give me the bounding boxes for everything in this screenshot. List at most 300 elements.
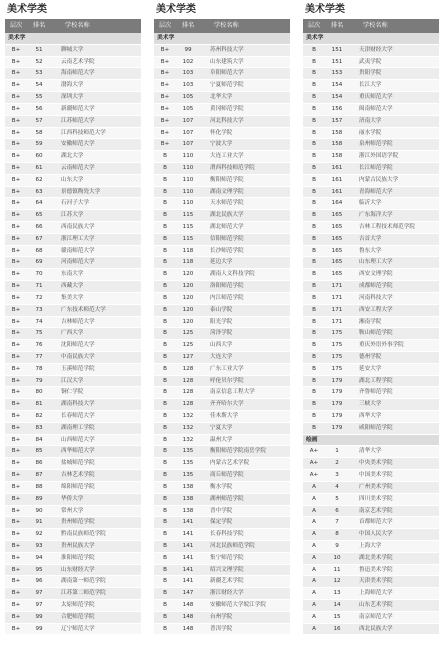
row-rank: 79 bbox=[35, 377, 43, 384]
row-level: B bbox=[312, 365, 316, 372]
row-school-name: 鞍山师范学院 bbox=[359, 330, 393, 337]
table-row bbox=[154, 529, 290, 541]
row-rank: 138 bbox=[182, 507, 194, 514]
row-school-name: 泰山学院 bbox=[210, 306, 233, 313]
table-row bbox=[5, 541, 141, 553]
row-school-name: 天津美术学院 bbox=[359, 578, 393, 585]
table-row bbox=[303, 163, 439, 175]
row-school-name: 江苏师范大学 bbox=[61, 117, 95, 124]
row-level: B+ bbox=[11, 602, 21, 608]
row-rank: 81 bbox=[35, 401, 43, 408]
row-school-name: 东南大学 bbox=[61, 271, 84, 278]
row-level: B+ bbox=[11, 224, 21, 230]
table-row bbox=[5, 494, 141, 506]
row-level: B bbox=[163, 495, 167, 502]
row-rank: 4 bbox=[335, 483, 339, 490]
row-level: B+ bbox=[11, 164, 21, 171]
table-row bbox=[5, 139, 141, 151]
row-rank: 76 bbox=[35, 342, 43, 349]
row-level: B bbox=[163, 330, 167, 337]
row-rank: 1 bbox=[335, 448, 339, 455]
table-row bbox=[154, 328, 290, 340]
table-row bbox=[5, 317, 141, 329]
row-level: B bbox=[312, 46, 316, 53]
row-rank: 102 bbox=[182, 58, 194, 65]
table-row bbox=[303, 565, 439, 577]
row-rank: 73 bbox=[35, 306, 43, 313]
row-level: B+ bbox=[11, 141, 21, 148]
table-row bbox=[154, 163, 290, 175]
row-school-name: 广州美术学院 bbox=[359, 483, 393, 490]
row-school-name: 华侨大学 bbox=[61, 495, 84, 502]
row-school-name: 沈阳师范大学 bbox=[61, 342, 95, 349]
row-school-name: 云南艺术学院 bbox=[61, 58, 95, 65]
row-level: B bbox=[312, 259, 316, 266]
header-school-name: 学校名称 bbox=[363, 22, 388, 29]
row-school-name: 淮阳师范学院 bbox=[61, 554, 95, 561]
row-level: B+ bbox=[160, 94, 170, 101]
row-level: B bbox=[312, 318, 316, 325]
row-school-name: 湖南文理学院 bbox=[210, 188, 244, 195]
table-row bbox=[154, 364, 290, 376]
row-school-name: 中国美术学院 bbox=[359, 472, 393, 479]
row-school-name: 重庆师范大学 bbox=[359, 94, 393, 101]
row-school-name: 洛阳师范学院 bbox=[210, 283, 244, 290]
table-row bbox=[303, 175, 439, 187]
row-level: B bbox=[312, 94, 316, 101]
row-school-name: 玉溪师范学院 bbox=[61, 365, 95, 372]
table-row bbox=[154, 565, 290, 577]
table-row bbox=[5, 517, 141, 529]
row-rank: 8 bbox=[335, 531, 339, 538]
row-school-name: 宁夏大学 bbox=[210, 424, 233, 431]
row-rank: 107 bbox=[182, 141, 194, 148]
row-level: B bbox=[163, 271, 167, 278]
row-rank: 71 bbox=[35, 283, 43, 290]
row-rank: 165 bbox=[331, 247, 343, 254]
row-school-name: 湘南学院 bbox=[359, 318, 382, 325]
table-row bbox=[303, 187, 439, 199]
table-row bbox=[303, 588, 439, 600]
row-level: A bbox=[312, 483, 316, 490]
row-school-name: 赣南师范大学 bbox=[61, 247, 95, 254]
row-school-name: 大连大学 bbox=[210, 353, 233, 360]
row-level: B+ bbox=[11, 82, 21, 89]
row-school-name: 吉首大学 bbox=[359, 235, 382, 242]
row-rank: 75 bbox=[35, 330, 43, 337]
row-rank: 127 bbox=[182, 353, 194, 360]
row-rank: 60 bbox=[35, 153, 43, 160]
table-row bbox=[154, 246, 290, 258]
table-row bbox=[154, 506, 290, 518]
table-row bbox=[154, 553, 290, 565]
row-level: B bbox=[163, 200, 167, 207]
row-rank: 132 bbox=[182, 424, 194, 431]
row-level: B bbox=[312, 82, 316, 89]
row-school-name: 湖北工程学院 bbox=[359, 377, 393, 384]
table-row bbox=[5, 328, 141, 340]
table-row bbox=[303, 281, 439, 293]
row-school-name: 咸阳师范学院 bbox=[359, 424, 393, 431]
row-level: B bbox=[163, 318, 167, 325]
row-level: B bbox=[163, 235, 167, 242]
table-row bbox=[5, 234, 141, 246]
row-school-name: 长春科技学院 bbox=[210, 531, 244, 538]
table-row bbox=[154, 305, 290, 317]
row-rank: 99 bbox=[184, 46, 192, 53]
row-level: B bbox=[312, 377, 316, 384]
row-level: B bbox=[312, 247, 316, 254]
row-school-name: 南京信息工程大学 bbox=[210, 389, 255, 396]
table-row bbox=[5, 458, 141, 470]
row-school-name: 南京师范大学 bbox=[359, 613, 393, 620]
row-rank: 128 bbox=[182, 365, 194, 372]
row-level: B bbox=[163, 259, 167, 266]
row-level: B bbox=[163, 448, 167, 455]
row-rank: 158 bbox=[331, 141, 343, 148]
table-row bbox=[5, 411, 141, 423]
row-rank: 148 bbox=[182, 613, 194, 620]
table-row bbox=[5, 376, 141, 388]
row-rank: 141 bbox=[182, 531, 194, 538]
row-rank: 120 bbox=[182, 283, 194, 290]
row-rank: 94 bbox=[35, 554, 43, 561]
row-level: B+ bbox=[11, 413, 21, 419]
row-school-name: 山东大学 bbox=[61, 176, 84, 183]
row-level: B bbox=[312, 70, 316, 77]
row-level: B+ bbox=[11, 46, 21, 53]
row-rank: 153 bbox=[331, 70, 343, 77]
table-row bbox=[303, 234, 439, 246]
row-rank: 96 bbox=[35, 578, 43, 585]
row-school-name: 新疆艺术学院 bbox=[210, 578, 244, 585]
row-level: B bbox=[163, 153, 167, 160]
table-row bbox=[154, 494, 290, 506]
row-rank: 164 bbox=[331, 200, 343, 207]
row-rank: 161 bbox=[331, 164, 343, 171]
row-rank: 115 bbox=[182, 224, 194, 230]
row-rank: 161 bbox=[331, 176, 343, 183]
row-school-name: 清华大学 bbox=[359, 448, 382, 455]
table-row bbox=[303, 446, 439, 458]
row-level: B bbox=[312, 283, 316, 290]
table-row bbox=[154, 293, 290, 305]
table-row bbox=[154, 269, 290, 281]
ranking-column-2 bbox=[154, 0, 290, 635]
row-rank: 135 bbox=[182, 448, 194, 455]
table-row bbox=[5, 423, 141, 435]
table-row bbox=[303, 576, 439, 588]
row-level: B+ bbox=[11, 495, 21, 502]
table-row bbox=[154, 446, 290, 458]
row-rank: 147 bbox=[182, 590, 194, 597]
row-school-name: 吉林师范大学 bbox=[61, 318, 95, 325]
table-row bbox=[154, 175, 290, 187]
row-rank: 110 bbox=[182, 200, 194, 207]
row-level: B bbox=[312, 164, 316, 171]
table-row bbox=[154, 624, 290, 636]
row-level: A bbox=[312, 495, 316, 502]
row-rank: 5 bbox=[335, 495, 339, 502]
row-rank: 158 bbox=[331, 129, 343, 136]
row-level: A bbox=[312, 507, 316, 514]
table-row bbox=[303, 624, 439, 636]
row-rank: 85 bbox=[35, 448, 43, 455]
row-level: B+ bbox=[11, 566, 21, 573]
row-school-name: 西华师范大学 bbox=[61, 448, 95, 455]
row-rank: 11 bbox=[333, 566, 341, 573]
row-rank: 154 bbox=[331, 94, 343, 101]
row-level: B bbox=[163, 247, 167, 254]
table-row bbox=[303, 45, 439, 57]
row-rank: 179 bbox=[331, 413, 343, 419]
row-school-name: 黔南民族师范学院 bbox=[61, 531, 106, 538]
row-school-name: 成都师范学院 bbox=[359, 283, 393, 290]
row-level: B bbox=[163, 212, 167, 219]
row-level: B bbox=[163, 377, 167, 384]
row-rank: 151 bbox=[331, 46, 343, 53]
table-row bbox=[303, 128, 439, 140]
row-school-name: 江西科技师范大学 bbox=[61, 129, 106, 136]
row-rank: 72 bbox=[35, 294, 43, 301]
table-row bbox=[303, 328, 439, 340]
row-rank: 154 bbox=[331, 82, 343, 89]
table-row bbox=[5, 553, 141, 565]
row-school-name: 渤海大学 bbox=[61, 82, 84, 89]
table-row bbox=[154, 104, 290, 116]
table-row bbox=[5, 187, 141, 199]
row-school-name: 佳木斯大学 bbox=[210, 413, 238, 419]
row-level: B+ bbox=[11, 554, 21, 561]
table-row bbox=[5, 399, 141, 411]
row-school-name: 内蒙古民族大学 bbox=[359, 176, 399, 183]
row-school-name: 合肥师范学院 bbox=[61, 613, 95, 620]
row-school-name: 内江师范学院 bbox=[210, 294, 244, 301]
table-row bbox=[303, 222, 439, 234]
row-school-name: 中南民族大学 bbox=[61, 353, 95, 360]
row-school-name: 天水师范学院 bbox=[210, 200, 244, 207]
row-level: B bbox=[163, 342, 167, 349]
row-school-name: 深圳大学 bbox=[61, 94, 84, 101]
row-rank: 141 bbox=[182, 519, 194, 526]
row-level: B bbox=[163, 613, 167, 620]
table-row bbox=[154, 139, 290, 151]
row-rank: 161 bbox=[331, 188, 343, 195]
row-rank: 92 bbox=[35, 531, 43, 538]
row-level: B+ bbox=[11, 578, 21, 585]
row-level: B+ bbox=[160, 105, 170, 112]
row-rank: 2 bbox=[335, 460, 339, 467]
row-level: B+ bbox=[11, 294, 21, 301]
table-row bbox=[154, 281, 290, 293]
row-rank: 128 bbox=[182, 401, 194, 408]
row-level: B bbox=[163, 389, 167, 396]
table-row bbox=[5, 576, 141, 588]
row-level: B+ bbox=[11, 247, 21, 254]
row-rank: 110 bbox=[182, 153, 194, 160]
row-school-name: 阜阳师范大学 bbox=[210, 70, 244, 77]
table-row bbox=[303, 340, 439, 352]
row-school-name: 普洱学院 bbox=[210, 625, 233, 632]
row-level: A bbox=[312, 578, 316, 585]
row-school-name: 集美大学 bbox=[61, 294, 84, 301]
row-level: B+ bbox=[11, 188, 21, 195]
table-row bbox=[303, 198, 439, 210]
row-rank: 148 bbox=[182, 625, 194, 632]
table-row bbox=[303, 529, 439, 541]
row-rank: 179 bbox=[331, 424, 343, 431]
row-level: B+ bbox=[11, 94, 21, 101]
table-row bbox=[5, 435, 141, 447]
row-school-name: 广西大学 bbox=[61, 330, 84, 337]
row-level: B bbox=[312, 330, 316, 337]
row-school-name: 长江师范学院 bbox=[359, 164, 393, 171]
row-rank: 16 bbox=[333, 625, 341, 632]
row-rank: 54 bbox=[35, 82, 43, 89]
row-level: B+ bbox=[11, 58, 21, 65]
row-rank: 132 bbox=[182, 436, 194, 443]
table-row bbox=[303, 116, 439, 128]
row-rank: 151 bbox=[331, 58, 343, 65]
row-school-name: 渭西科技师范学院 bbox=[210, 164, 255, 171]
table-row bbox=[5, 80, 141, 92]
row-rank: 179 bbox=[331, 389, 343, 396]
row-level: A bbox=[312, 531, 316, 538]
row-level: B+ bbox=[160, 70, 170, 77]
ranking-column-1 bbox=[5, 0, 141, 635]
table-row bbox=[303, 68, 439, 80]
row-rank: 171 bbox=[331, 283, 343, 290]
row-level: B bbox=[163, 578, 167, 585]
table-row bbox=[303, 246, 439, 258]
row-level: B+ bbox=[11, 460, 21, 467]
row-school-name: 西南民族大学 bbox=[61, 224, 95, 230]
row-school-name: 新疆师范大学 bbox=[61, 105, 95, 112]
table-row bbox=[5, 387, 141, 399]
table-row bbox=[154, 45, 290, 57]
table-row bbox=[5, 92, 141, 104]
row-rank: 175 bbox=[331, 353, 343, 360]
row-school-name: 苏州科技大学 bbox=[210, 46, 244, 53]
row-level: B+ bbox=[11, 625, 21, 632]
table-row bbox=[154, 576, 290, 588]
row-school-name: 武夷学院 bbox=[359, 58, 382, 65]
row-rank: 15 bbox=[333, 613, 341, 620]
table-row bbox=[154, 411, 290, 423]
row-school-name: 聊城大学 bbox=[61, 46, 84, 53]
row-school-name: 湖南理工学院 bbox=[61, 424, 95, 431]
table-row bbox=[303, 399, 439, 411]
row-rank: 118 bbox=[182, 247, 194, 254]
table-row bbox=[5, 175, 141, 187]
table-row bbox=[303, 411, 439, 423]
row-school-name: 济南大学 bbox=[359, 117, 382, 124]
row-rank: 165 bbox=[331, 212, 343, 219]
row-level: B+ bbox=[11, 271, 21, 278]
table-row bbox=[303, 517, 439, 529]
row-level: B bbox=[163, 519, 167, 526]
row-level: B bbox=[312, 389, 316, 396]
row-level: B bbox=[312, 212, 316, 219]
row-school-name: 长春师范大学 bbox=[61, 413, 95, 419]
table-row bbox=[154, 68, 290, 80]
table-row bbox=[303, 92, 439, 104]
row-rank: 7 bbox=[335, 519, 339, 526]
row-school-name: 浙江财经大学 bbox=[210, 590, 244, 597]
row-school-name: 上海大学 bbox=[359, 542, 382, 549]
table-row bbox=[154, 588, 290, 600]
row-school-name: 泉州师范学院 bbox=[359, 141, 393, 148]
row-level: B bbox=[163, 507, 167, 514]
row-rank: 120 bbox=[182, 318, 194, 325]
row-rank: 105 bbox=[182, 105, 194, 112]
row-level: B+ bbox=[11, 330, 21, 337]
row-rank: 171 bbox=[331, 318, 343, 325]
row-rank: 51 bbox=[35, 46, 43, 53]
row-level: A bbox=[312, 566, 316, 573]
table-row bbox=[303, 305, 439, 317]
row-school-name: 上海师范大学 bbox=[359, 590, 393, 597]
row-level: A bbox=[312, 590, 316, 597]
row-level: B bbox=[163, 224, 167, 230]
row-level: B bbox=[163, 483, 167, 490]
row-school-name: 呼伦贝尔学院 bbox=[210, 377, 244, 384]
row-level: B bbox=[312, 117, 316, 124]
row-rank: 87 bbox=[35, 472, 43, 479]
table-row bbox=[154, 198, 290, 210]
header-level: 层次 bbox=[158, 22, 172, 29]
row-school-name: 衡阳师范学院 bbox=[210, 176, 244, 183]
row-school-name: 太原师范学院 bbox=[61, 602, 95, 608]
table-row bbox=[154, 151, 290, 163]
row-school-name: 吉林工程技术师范学院 bbox=[359, 224, 415, 230]
row-rank: 82 bbox=[35, 413, 43, 419]
table-row bbox=[303, 293, 439, 305]
row-school-name: 长江大学 bbox=[359, 82, 382, 89]
table-row bbox=[303, 470, 439, 482]
row-rank: 128 bbox=[182, 389, 194, 396]
row-level: A+ bbox=[309, 448, 319, 455]
table-row bbox=[154, 352, 290, 364]
table-row bbox=[154, 435, 290, 447]
row-level: B+ bbox=[11, 283, 21, 290]
row-rank: 141 bbox=[182, 554, 194, 561]
row-level: B+ bbox=[11, 401, 21, 408]
table-row bbox=[5, 210, 141, 222]
row-level: B+ bbox=[11, 153, 21, 160]
table-row bbox=[5, 482, 141, 494]
table-row bbox=[154, 187, 290, 199]
row-level: B+ bbox=[11, 70, 21, 77]
table-row bbox=[5, 364, 141, 376]
row-level: B bbox=[163, 424, 167, 431]
row-rank: 175 bbox=[331, 342, 343, 349]
row-school-name: 湖南科技大学 bbox=[61, 401, 95, 408]
row-level: B+ bbox=[11, 353, 21, 360]
table-row bbox=[5, 600, 141, 612]
table-row bbox=[154, 423, 290, 435]
row-rank: 125 bbox=[182, 330, 194, 337]
table-row bbox=[303, 482, 439, 494]
row-school-name: 广东工业大学 bbox=[210, 365, 244, 372]
row-school-name: 江汉大学 bbox=[61, 377, 84, 384]
row-rank: 9 bbox=[335, 542, 339, 549]
row-rank: 61 bbox=[35, 164, 43, 171]
row-rank: 12 bbox=[333, 578, 341, 585]
row-level: B bbox=[163, 542, 167, 549]
row-school-name: 江苏大学 bbox=[61, 212, 84, 219]
row-rank: 148 bbox=[182, 602, 194, 608]
